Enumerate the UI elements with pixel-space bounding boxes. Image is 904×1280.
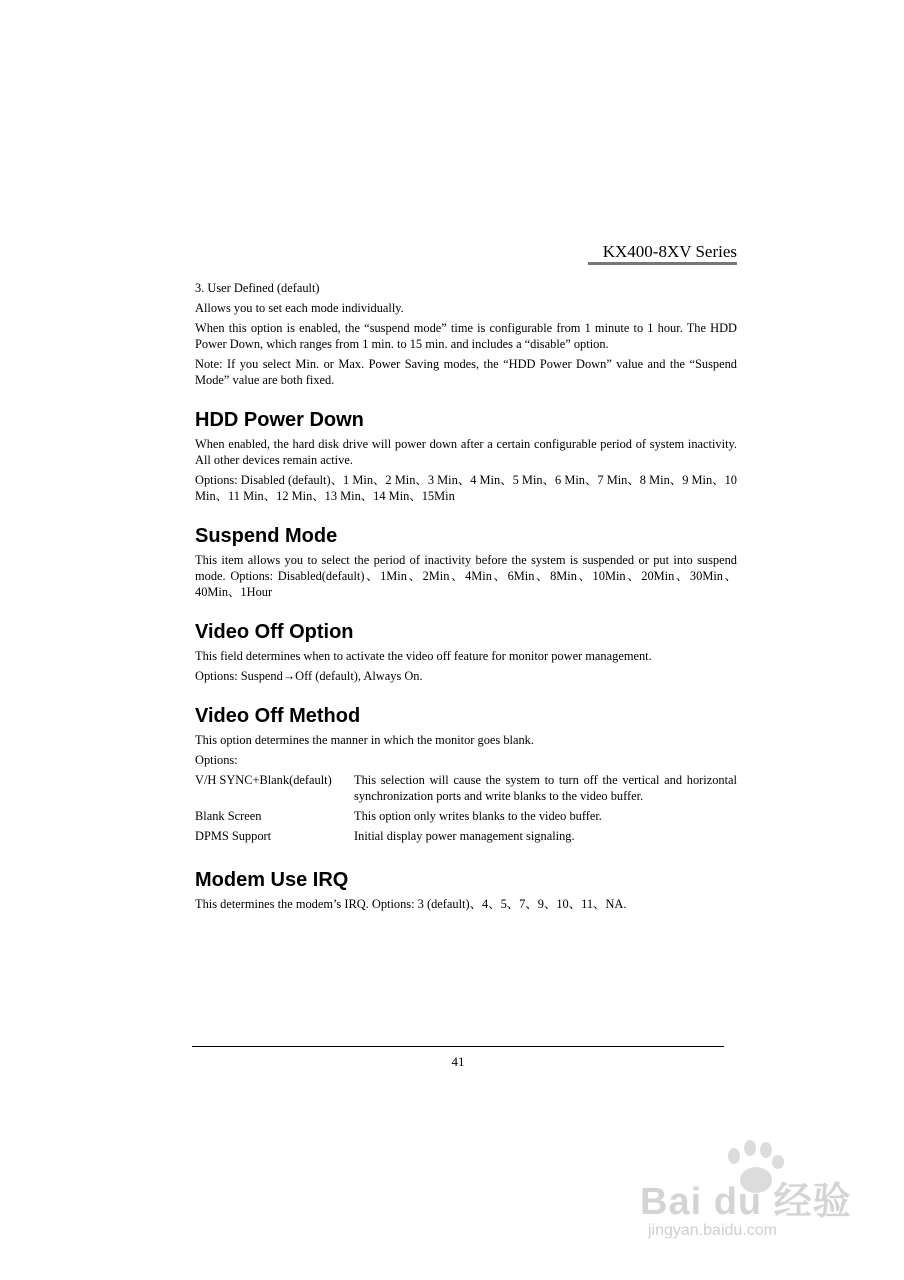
modem-use-irq-text: This determines the modem’s IRQ. Options: 3 (default)、4、5、7、9、10、11、NA. [195,897,627,911]
page-content [195,280,737,916]
option-description: This option only writes blanks to the video buffer. [354,809,602,823]
intro-section [195,280,737,388]
video-off-method-text: This option determines the manner in which the monitor goes blank. [195,733,534,747]
video-off-option-section [195,620,737,684]
video-off-method-heading: Video Off Method [195,705,361,727]
hdd-power-down-options: Options: Disabled (default)、1 Min、2 Min、3 Min、4 Min、5 Min、6 Min、7 Min、8 Min、9 Min、10 Min、11 Min、12 Min、13 Min、14 Min、15Min [195,473,737,503]
table-row [195,808,737,828]
hdd-power-down-section [195,408,737,504]
intro-note: Note: If you select Min. or Max. Power Saving modes, the “HDD Power Down” value and the “Suspend Mode” value are both fixed. [195,357,737,387]
intro-item-title: 3. User Defined (default) [195,281,320,295]
video-off-method-options-label: Options: [195,753,238,767]
option-key: DPMS Support [195,829,272,843]
watermark-url: jingyan.baidu.com [648,1222,777,1239]
suspend-mode-section [195,524,737,600]
intro-description: Allows you to set each mode individually. [195,301,404,315]
header-title: KX400-8XV Series [602,242,737,261]
option-key: Blank Screen [195,809,262,823]
video-off-option-heading: Video Off Option [195,621,354,643]
table-row [195,772,737,808]
option-key: V/H SYNC+Blank(default) [195,773,332,787]
header-rule [588,262,737,265]
option-description: This selection will cause the system to turn off the vertical and horizontal synchronization ports and write blanks to the video buffer. [354,773,737,803]
modem-use-irq-heading: Modem Use IRQ [195,869,349,891]
suspend-mode-heading: Suspend Mode [195,525,338,547]
video-off-option-text: This field determines when to activate the video off feature for monitor power management. [195,649,652,663]
option-description: Initial display power management signaling. [354,829,575,843]
video-off-method-section [195,704,737,848]
intro-detail: When this option is enabled, the “suspend mode” time is configurable from 1 minute to 1 hour. The HDD Power Down, which ranges from 1 min. to 15 min. and includes a “disable” option. [195,321,737,351]
hdd-power-down-heading: HDD Power Down [195,409,364,431]
video-off-option-options: Options: Suspend→Off (default), Always On. [195,669,423,683]
footer-rule [192,1046,724,1047]
table-row [195,828,737,848]
modem-use-irq-section [195,868,737,912]
suspend-mode-text: This item allows you to select the period of inactivity before the system is suspended or put into suspend mode. Options: Disabled(default)、1Min、2Min、4Min、6Min、8Min、10Min、20Min、30Min、40Min、1Hour [195,553,737,599]
hdd-power-down-text: When enabled, the hard disk drive will power down after a certain configurable period of system inactivity. All other devices remain active. [195,437,737,467]
baidu-watermark [640,1140,870,1250]
video-off-method-options-table [195,772,737,848]
page-number: 41 [451,1054,465,1069]
watermark-brand: Bai du 经验 [640,1181,852,1223]
